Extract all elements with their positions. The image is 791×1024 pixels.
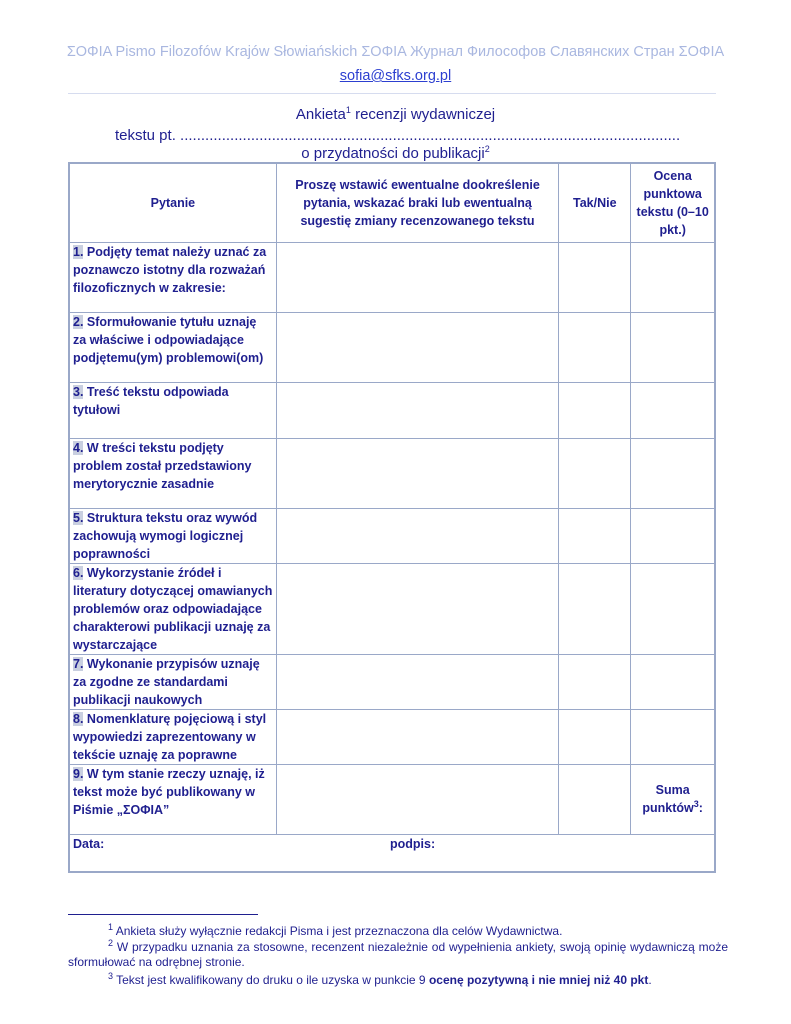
form-subtitle [0,145,791,162]
footnote-1-text: Ankieta służy wyłącznie redakcji Pisma i jest przeznaczona dla celów Wydawnictwa. [113,924,563,938]
yesno-cell[interactable] [559,508,631,563]
text-title-line: tekstu pt. ........................................................................................................................ [115,127,681,144]
table-header-row [69,163,715,242]
question-number: 2. [73,314,84,329]
comment-cell[interactable] [276,508,558,563]
table-row [69,242,715,312]
question-text: Treść tekstu odpowiada tytułowi [73,384,229,417]
footnote-1 [68,924,728,939]
yesno-cell[interactable] [559,654,631,709]
title-rest: recenzji wydawniczej [350,106,496,123]
score-cell[interactable] [631,709,715,764]
table-row [69,382,715,438]
header-comment: Proszę wstawić ewentualne dookreślenie pytania, wskazać braki lub ewentualną sugestię zmiany recenzowanego tekstu [276,163,558,242]
email-link[interactable]: sofia@sfks.org.pl [339,68,452,84]
score-cell[interactable] [631,438,715,508]
comment-cell[interactable] [276,709,558,764]
header-divider [68,93,716,94]
footnote-ref-2: 2 [484,144,490,154]
question-number: 9. [73,766,84,781]
yesno-cell[interactable] [559,563,631,654]
review-table [68,162,716,873]
yesno-cell[interactable] [559,382,631,438]
form-title [0,106,791,123]
question-cell [69,382,276,438]
question-cell [69,654,276,709]
score-cell[interactable] [631,382,715,438]
yesno-cell[interactable] [559,312,631,382]
footnote-3-end: . [648,973,652,987]
footnote-2-text: W przypadku uznania za stosowne, recenzent niezależnie od wypełnienia ankiety, swoją opinię wydawniczą może sformułować na odrębnej stronie. [68,940,728,969]
table-row [69,654,715,709]
table-row [69,709,715,764]
question-number: 1. [73,244,84,259]
comment-cell[interactable] [276,312,558,382]
question-cell [69,242,276,312]
footnote-2-number: 2 [108,938,114,948]
comment-cell[interactable] [276,382,558,438]
comment-cell[interactable] [276,654,558,709]
table-row [69,312,715,382]
comment-cell[interactable] [276,242,558,312]
title-ankieta: Ankieta [295,106,346,123]
table-row [69,563,715,654]
header-score: Ocena punktowa tekstu (0–10 pkt.) [631,163,715,242]
question-cell [69,438,276,508]
question-text: Sformułowanie tytułu uznaję za właściwe i odpowiadające podjętemu(ym) problemowi(om) [73,314,264,365]
question-number: 4. [73,440,84,455]
footnote-3-emphasis: ocenę pozytywną i nie mniej niż 40 pkt [428,973,649,987]
sum-label: Suma punktów [642,783,694,815]
sum-cell[interactable] [631,764,715,834]
question-text: W tym stanie rzeczy uznaję, iż tekst może być publikowany w Piśmie „ΣΟΦΙΑ” [73,766,265,817]
header-yesno: Tak/Nie [559,163,631,242]
question-text: W treści tekstu podjęty problem został przedstawiony merytorycznie zasadnie [73,440,252,491]
question-text: Nomenklaturę pojęciową i styl wypowiedzi zaprezentowany w tekście uznaję za poprawne [73,711,267,762]
footnote-2 [68,940,728,970]
footnote-1-number: 1 [108,922,114,932]
table-row [69,438,715,508]
footnote-3-number: 3 [108,971,114,981]
question-number: 8. [73,711,84,726]
signature-cell[interactable] [69,834,715,872]
date-label: Data: [73,836,105,851]
question-text: Podjęty temat należy uznać za poznawczo istotny dla rozważań filozoficznych w zakresie: [73,244,267,295]
table-row [69,508,715,563]
question-cell [69,508,276,563]
question-text: Struktura tekstu oraz wywód zachowują wymogi logicznej poprawności [73,510,258,561]
score-cell[interactable] [631,312,715,382]
footnote-ref-3: 3 [693,798,699,809]
journal-header: ΣΟΦΙΑ Pismo Filozofów Krajów Słowiańskich ΣΟΦΙΑ Журнал Философов Славянских Стран ΣΟΦΙΑ [66,44,725,60]
yesno-cell[interactable] [559,438,631,508]
yesno-cell[interactable] [559,709,631,764]
sum-colon: : [698,801,703,815]
score-cell[interactable] [631,242,715,312]
question-cell [69,709,276,764]
footnote-3 [68,973,728,988]
comment-cell[interactable] [276,563,558,654]
question-number: 7. [73,656,84,671]
question-number: 6. [73,565,84,580]
question-text: Wykonanie przypisów uznaję za zgodne ze standardami publikacji naukowych [73,656,260,707]
question-cell [69,563,276,654]
footnote-3-text: Tekst jest kwalifikowany do druku o ile uzyska w punkcie 9 [113,973,429,987]
table-row [69,764,715,834]
comment-cell[interactable] [276,764,558,834]
signature-label: podpis: [390,836,436,851]
score-cell[interactable] [631,508,715,563]
footnote-divider [68,914,258,915]
score-cell[interactable] [631,654,715,709]
footnote-ref-1: 1 [345,105,351,115]
question-text: Wykorzystanie źródeł i literatury dotyczącej omawianych problemów oraz odpowiadające charakterowi publikacji uznaję za wystarczające [73,565,273,652]
comment-cell[interactable] [276,438,558,508]
yesno-cell[interactable] [559,242,631,312]
header-question: Pytanie [69,163,276,242]
question-number: 3. [73,384,84,399]
question-number: 5. [73,510,84,525]
question-cell [69,764,276,834]
signature-row [69,834,715,872]
score-cell[interactable] [631,563,715,654]
question-cell [69,312,276,382]
subtitle-text: o przydatności do publikacji [301,145,485,162]
yesno-cell[interactable] [559,764,631,834]
